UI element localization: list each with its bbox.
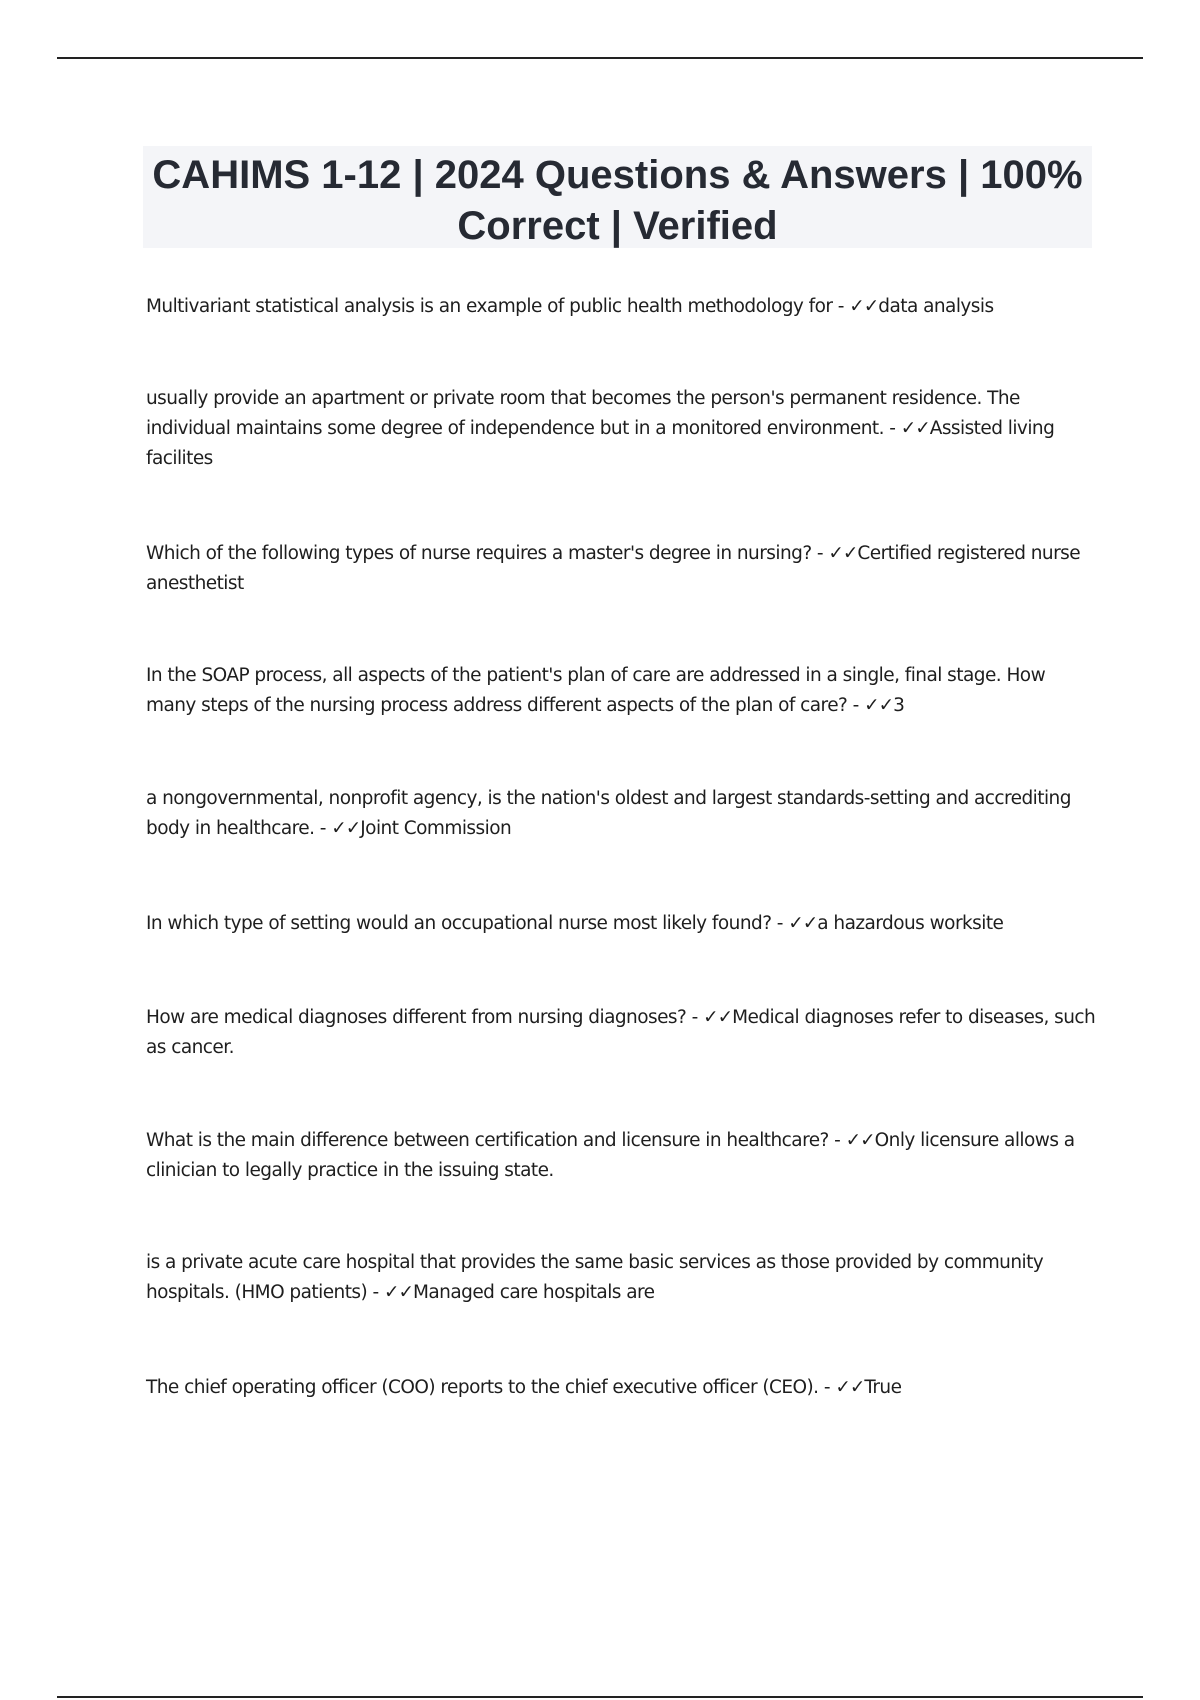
question-text: Multivariant statistical analysis is an example of public health methodology for bbox=[146, 296, 833, 317]
question-text: What is the main difference between certification and licensure in healthcare? bbox=[146, 1130, 829, 1151]
separator: - bbox=[818, 1377, 836, 1398]
bottom-rule bbox=[57, 1696, 1143, 1698]
answer-text: Managed care hospitals are bbox=[412, 1282, 655, 1303]
answer-text: Only licensure allows a clinician to legally practice in the issuing state. bbox=[146, 1130, 1075, 1181]
answer-text: Certified registered nurse anesthetist bbox=[146, 543, 1081, 594]
title-banner bbox=[143, 146, 1092, 248]
answer-text: data analysis bbox=[878, 296, 994, 317]
question-text: usually provide an apartment or private room that becomes the person's permanent residence. The individual maintains some degree of independence but in a monitored environment. bbox=[146, 388, 1020, 439]
double-check-icon: ✓✓ bbox=[845, 1130, 875, 1151]
question-text: In which type of setting would an occupational nurse most likely found? bbox=[146, 913, 772, 934]
question-text: a nongovernmental, nonprofit agency, is the nation's oldest and largest standards-setting and accrediting body in healthcare. bbox=[146, 788, 1071, 839]
question-text: Which of the following types of nurse requires a master's degree in nursing? bbox=[146, 543, 812, 564]
separator: - bbox=[367, 1282, 384, 1303]
double-check-icon: ✓✓ bbox=[864, 695, 894, 716]
separator: - bbox=[828, 1130, 846, 1151]
question-text: How are medical diagnoses different from nursing diagnoses? bbox=[146, 1007, 687, 1028]
double-check-icon: ✓✓ bbox=[900, 418, 930, 439]
separator: - bbox=[771, 913, 789, 934]
double-check-icon: ✓✓ bbox=[331, 818, 361, 839]
double-check-icon: ✓✓ bbox=[383, 1282, 413, 1303]
qa-item bbox=[146, 784, 1096, 844]
qa-item bbox=[146, 1126, 1096, 1186]
separator: - bbox=[883, 418, 901, 439]
qa-item bbox=[146, 539, 1096, 599]
qa-item bbox=[146, 384, 1096, 474]
double-check-icon: ✓✓ bbox=[835, 1377, 865, 1398]
answer-text: 3 bbox=[893, 695, 905, 716]
answer-text: Joint Commission bbox=[360, 818, 512, 839]
double-check-icon: ✓✓ bbox=[828, 543, 858, 564]
document-title: CAHIMS 1-12 | 2024 Questions & Answers | 100% Correct | Verified bbox=[152, 153, 1083, 248]
answer-text: Medical diagnoses refer to diseases, such as cancer. bbox=[146, 1007, 1096, 1058]
answer-text: True bbox=[864, 1377, 902, 1398]
qa-item bbox=[146, 909, 1096, 939]
top-rule bbox=[57, 57, 1143, 59]
separator: - bbox=[847, 695, 865, 716]
double-check-icon: ✓✓ bbox=[703, 1007, 733, 1028]
question-text: is a private acute care hospital that provides the same basic services as those provided by community hospitals. (HMO patients) bbox=[146, 1252, 1044, 1303]
separator: - bbox=[686, 1007, 704, 1028]
qa-item bbox=[146, 292, 1096, 322]
qa-item bbox=[146, 1373, 1096, 1403]
qa-item bbox=[146, 1248, 1096, 1308]
qa-item bbox=[146, 661, 1096, 721]
separator: - bbox=[811, 543, 829, 564]
question-text: The chief operating officer (COO) reports to the chief executive officer (CEO). bbox=[146, 1377, 819, 1398]
qa-item bbox=[146, 1003, 1096, 1063]
separator: - bbox=[314, 818, 332, 839]
question-text: In the SOAP process, all aspects of the patient's plan of care are addressed in a single, final stage. How many steps of the nursing process address different aspects of the plan of care? bbox=[146, 665, 1046, 716]
answer-text: Assisted living facilites bbox=[146, 418, 1055, 469]
answer-text: a hazardous worksite bbox=[817, 913, 1004, 934]
double-check-icon: ✓✓ bbox=[849, 296, 879, 317]
double-check-icon: ✓✓ bbox=[788, 913, 818, 934]
separator: - bbox=[832, 296, 850, 317]
